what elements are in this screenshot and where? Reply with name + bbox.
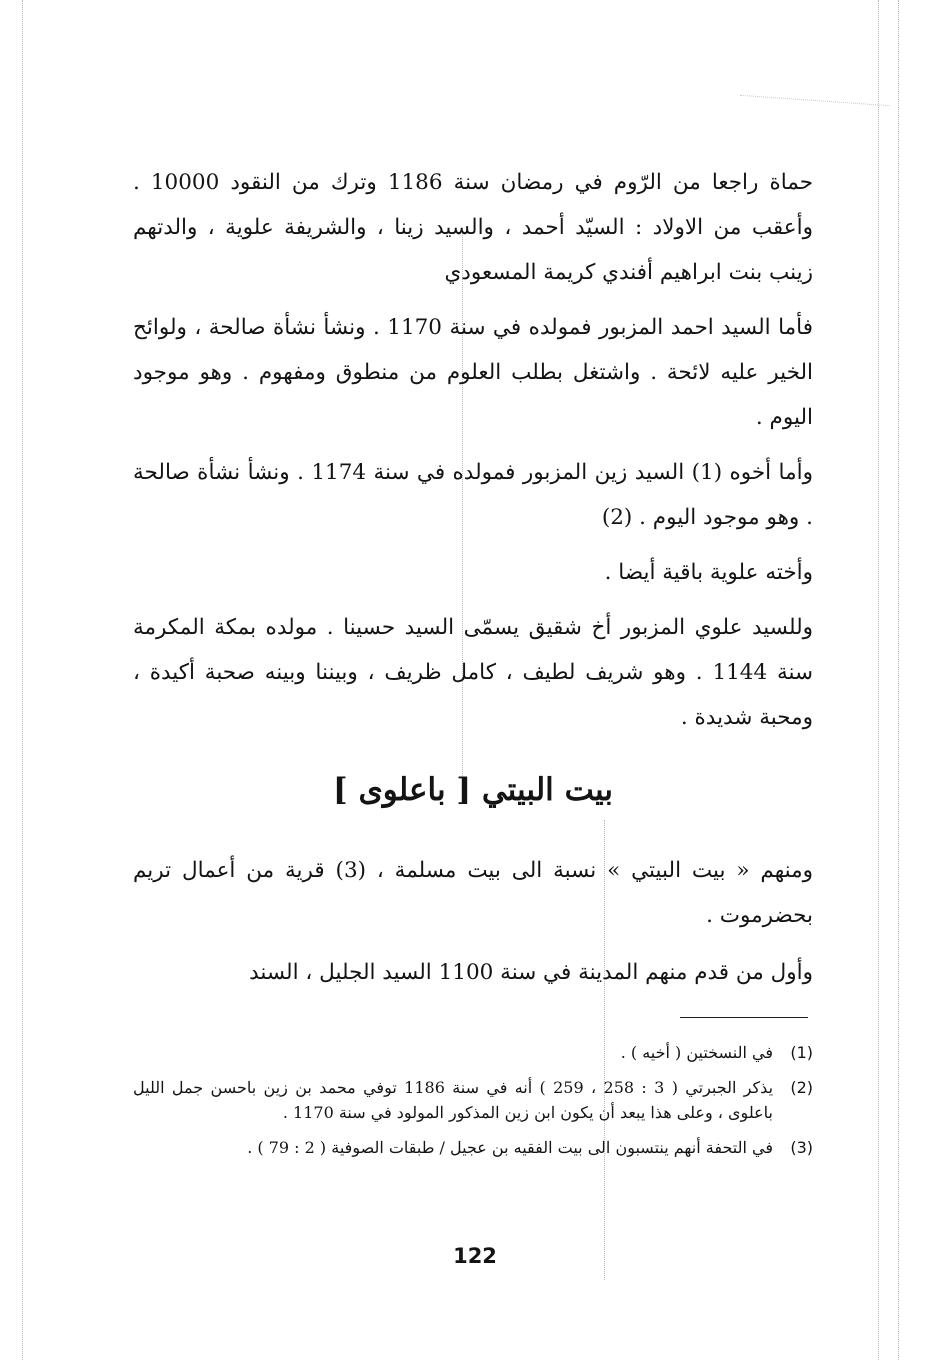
footnote-3-number: (3): [790, 1138, 813, 1157]
footnote-2: [133, 1075, 813, 1125]
section-heading: بيت البيتي [ باعلوى ]: [333, 772, 613, 808]
footnote-separator: [680, 1017, 808, 1018]
scan-artifact-right-2: [898, 0, 899, 1360]
paragraph-4: وأخته علوية باقية أيضا .: [604, 560, 813, 585]
paragraph-5: وللسيد علوي المزبور أخ شقيق يسمّى السيد حسينا . مولده بمكة المكرمة سنة 1144 . وهو شريف لطيف ، كامل ظريف ، وبيننا وبينه صحبة أكيدة ، ومحبة شديدة .: [133, 615, 813, 730]
page-number: 122: [453, 1244, 497, 1268]
body-text-top: [133, 160, 813, 740]
scan-artifact-right-1: [878, 0, 879, 1360]
footnote-1-text: في النسختين ( أخيه ) .: [620, 1043, 773, 1062]
section-paragraph-1: ومنهم « بيت البيتي » نسبة الى بيت مسلمة ، (3) قرية من أعمال تريم بحضرموت .: [133, 858, 813, 928]
scan-artifact-left: [22, 0, 23, 1360]
footnotes: [133, 1040, 813, 1160]
footnote-3-text: في التحفة أنهم ينتسبون الى بيت الفقيه بن عجيل / طبقات الصوفية ( 2 : 79 ) .: [247, 1138, 773, 1157]
footnote-2-number: (2): [790, 1078, 813, 1097]
paragraph-1: حماة راجعا من الرّوم في رمضان سنة 1186 وترك من النقود 10000 . وأعقب من الاولاد : السيّد أحمد ، والسيد زينا ، والشريفة علوية ، والدتهم زينب بنت ابراهيم أفندي كريمة المسعودي: [133, 170, 813, 285]
paragraph-2: فأما السيد احمد المزبور فمولده في سنة 1170 . ونشأ نشأة صالحة ، ولوائح الخير عليه لائحة . واشتغل بطلب العلوم من منطوق ومفهوم . وهو موجود اليوم .: [133, 315, 813, 430]
section-paragraph-2: وأول من قدم منهم المدينة في سنة 1100 السيد الجليل ، السند: [249, 960, 813, 985]
footnote-2-text: يذكر الجبرتي ( 3 : 258 ، 259 ) أنه في سنة 1186 توفي محمد بن زين باحسن جمل الليل باعلوى ، وعلى هذا يبعد أن يكون ابن زين المذكور المولود في سنة 1170 .: [133, 1078, 774, 1122]
body-text-section: [133, 848, 813, 995]
footnote-1-number: (1): [790, 1043, 813, 1062]
scan-artifact-top: [740, 95, 890, 106]
footnote-1: [133, 1040, 813, 1065]
footnote-3: [133, 1135, 813, 1160]
paragraph-3: وأما أخوه (1) السيد زين المزبور فمولده في سنة 1174 . ونشأ نشأة صالحة . وهو موجود اليوم . (2): [133, 460, 813, 530]
